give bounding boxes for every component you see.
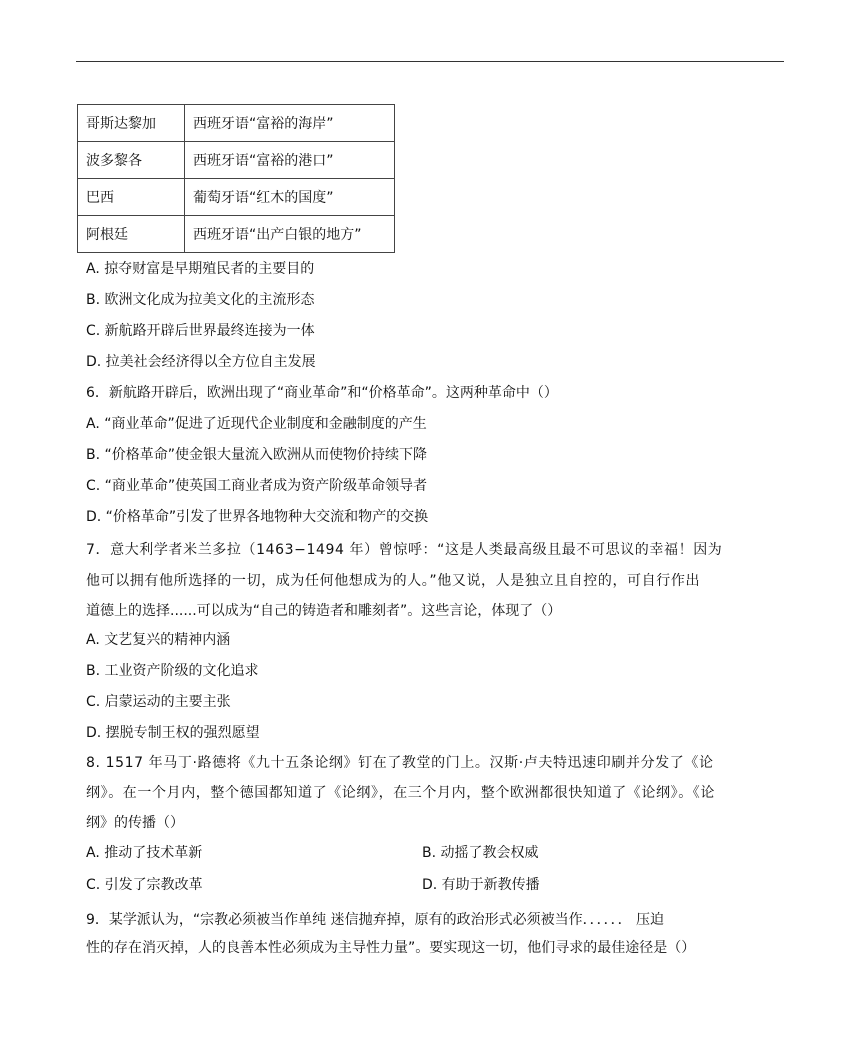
table-row bbox=[78, 216, 395, 253]
country-name-table bbox=[77, 104, 395, 253]
country-cell: 巴西 bbox=[78, 179, 185, 216]
meaning-cell: 西班牙语“出产白银的地方” bbox=[185, 216, 395, 253]
q8-option-c[interactable]: C. 引发了宗教改革 bbox=[86, 877, 203, 893]
q7-option-a[interactable]: A. 文艺复兴的精神内涵 bbox=[86, 632, 231, 648]
q6-option-b[interactable]: B. “价格革命”使金银大量流入欧洲从而使物价持续下降 bbox=[86, 447, 428, 463]
q6-option-c[interactable]: C. “商业革命”使英国工商业者成为资产阶级革命领导者 bbox=[86, 478, 428, 494]
q8-stem-line-1: 8. 1517 年马丁·路德将《九十五条论纲》钉在了教堂的门上。汉斯·卢夫特迅速印刷并分发了《论 bbox=[86, 755, 714, 771]
header-rule bbox=[76, 61, 784, 62]
table-row bbox=[78, 179, 395, 216]
q5-option-a[interactable]: A. 掠夺财富是早期殖民者的主要目的 bbox=[86, 261, 315, 277]
country-cell: 哥斯达黎加 bbox=[78, 105, 185, 142]
q9-stem-line-1: 9．某学派认为，“宗教必须被当作单纯 迷信抛弃掉，原有的政治形式必须被当作．．．．．． 压迫 bbox=[86, 912, 665, 928]
country-cell: 波多黎各 bbox=[78, 142, 185, 179]
q5-option-d[interactable]: D. 拉美社会经济得以全方位自主发展 bbox=[86, 354, 316, 370]
q6-stem: 6．新航路开辟后，欧洲出现了“商业革命”和“价格革命”。这两种革命中（） bbox=[86, 385, 558, 401]
q7-option-c[interactable]: C. 启蒙运动的主要主张 bbox=[86, 694, 231, 710]
q6-option-a[interactable]: A. “商业革命”促进了近现代企业制度和金融制度的产生 bbox=[86, 416, 427, 432]
country-cell: 阿根廷 bbox=[78, 216, 185, 253]
q5-option-c[interactable]: C. 新航路开辟后世界最终连接为一体 bbox=[86, 323, 315, 339]
table-row bbox=[78, 105, 395, 142]
q7-stem-line-2: 他可以拥有他所选择的一切，成为任何他想成为的人。”他又说，人是独立且自控的，可自行作出 bbox=[86, 573, 701, 589]
meaning-cell: 西班牙语“富裕的海岸” bbox=[185, 105, 395, 142]
q8-option-d[interactable]: D. 有助于新教传播 bbox=[422, 877, 540, 893]
q8-option-a[interactable]: A. 推动了技术革新 bbox=[86, 845, 203, 861]
q8-stem-line-3: 纲》的传播（） bbox=[86, 815, 184, 831]
meaning-cell: 西班牙语“富裕的港口” bbox=[185, 142, 395, 179]
q7-option-b[interactable]: B. 工业资产阶级的文化追求 bbox=[86, 663, 259, 679]
q6-option-d[interactable]: D. “价格革命”引发了世界各地物种大交流和物产的交换 bbox=[86, 509, 429, 525]
q8-option-b[interactable]: B. 动摇了教会权威 bbox=[422, 845, 539, 861]
meaning-cell: 葡萄牙语“红木的国度” bbox=[185, 179, 395, 216]
q7-stem-line-1: 7．意大利学者米兰多拉（1463−1494 年）曾惊呼：“这是人类最高级且最不可思议的幸福！因为 bbox=[86, 542, 723, 558]
q9-stem-line-2: 性的存在消灭掉，人的良善本性必须成为主导性力量”。要实现这一切，他们寻求的最佳途径是（） bbox=[86, 940, 696, 956]
q7-option-d[interactable]: D. 摆脱专制王权的强烈愿望 bbox=[86, 725, 260, 741]
q7-stem-line-3: 道德上的选择......可以成为“自己的铸造者和雕刻者”。这些言论，体现了（） bbox=[86, 603, 562, 619]
table-row bbox=[78, 142, 395, 179]
q5-option-b[interactable]: B. 欧洲文化成为拉美文化的主流形态 bbox=[86, 292, 315, 308]
q8-stem-line-2: 纲》。在一个月内，整个德国都知道了《论纲》，在三个月内，整个欧洲都很快知道了《论纲》。《论 bbox=[86, 785, 715, 801]
